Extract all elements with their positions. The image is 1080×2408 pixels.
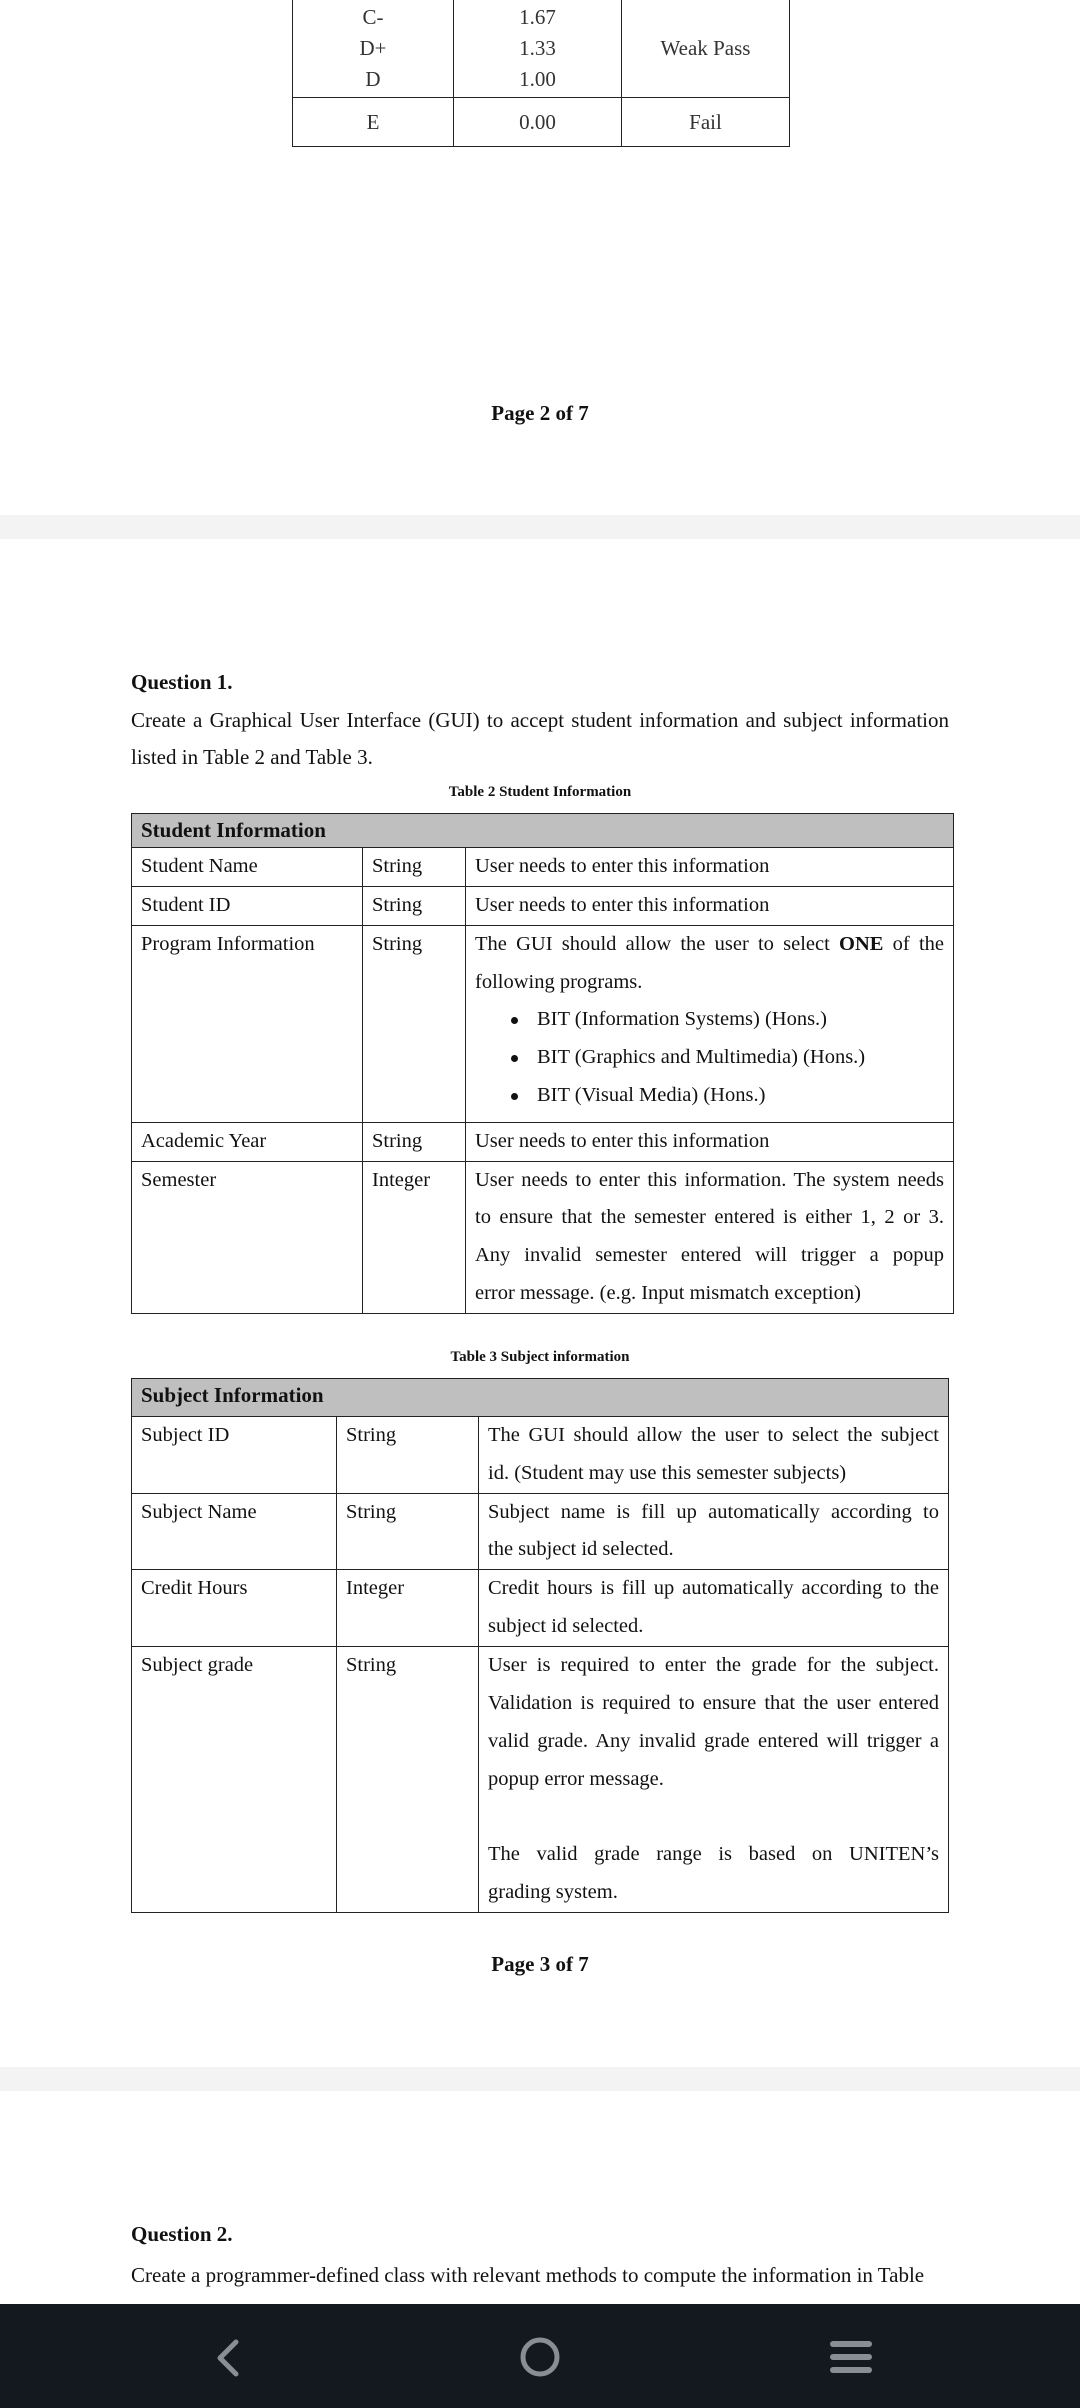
text-line: to ensure that the semester entered is either 1, 2 or 3. (475, 1206, 944, 1229)
text: The GUI should allow the user to select (475, 932, 840, 955)
text-line: subject id selected. (488, 1614, 644, 1637)
text-line: error message. (e.g. Input mismatch exception) (475, 1281, 861, 1304)
page-footer: Page 2 of 7 (491, 401, 589, 425)
text-line: User is required to enter the grade for the subject. (488, 1654, 939, 1677)
field-description: User needs to enter this information (466, 887, 954, 926)
table-row (132, 1417, 949, 1494)
text-line: Create a Graphical User Interface (GUI) to accept student information and subject information (131, 708, 949, 732)
text-line: Credit hours is fill up automatically according to the (488, 1577, 939, 1600)
field-type: String (363, 848, 466, 887)
field-description (479, 1493, 949, 1570)
grade-table (292, 0, 790, 147)
text-line: Any invalid semester entered will trigger a popup (475, 1244, 944, 1267)
points-cell (454, 0, 622, 98)
points: 1.67 (519, 4, 556, 29)
field-name: Credit Hours (132, 1570, 337, 1647)
field-description (466, 1161, 954, 1313)
text-line: Validation is required to ensure that the user entered (488, 1691, 939, 1714)
table-row (293, 98, 790, 147)
subject-information-table (131, 1378, 949, 1913)
field-name: Subject ID (132, 1417, 337, 1494)
field-name: Subject grade (132, 1647, 337, 1913)
field-name: Academic Year (132, 1122, 363, 1161)
text-line: popup error message. (488, 1767, 664, 1790)
question-2-text: Create a programmer-defined class with relevant methods to compute the information in Table (131, 2263, 925, 2287)
points-cell: 0.00 (454, 98, 622, 147)
text-line: id. (Student may use this semester subjects) (488, 1461, 847, 1484)
grade-cell: E (293, 98, 454, 147)
page-footer: Page 3 of 7 (491, 1952, 589, 1976)
field-type: Integer (363, 1161, 466, 1313)
field-type: String (363, 925, 466, 1122)
field-type: Integer (337, 1570, 479, 1647)
field-description (466, 925, 954, 1122)
field-type: String (363, 1122, 466, 1161)
field-type: String (337, 1417, 479, 1494)
table-row (132, 887, 954, 926)
text: of the (883, 932, 944, 955)
table-header: Student Information (132, 814, 954, 848)
table-header: Subject Information (132, 1379, 949, 1417)
field-name: Student ID (132, 887, 363, 926)
field-description: User needs to enter this information (466, 848, 954, 887)
field-name: Program Information (132, 925, 363, 1122)
text-line: valid grade. Any invalid grade entered will trigger a (488, 1729, 939, 1752)
field-name: Subject Name (132, 1493, 337, 1570)
table-row (132, 1161, 954, 1313)
field-description (479, 1417, 949, 1494)
text-line: listed in Table 2 and Table 3. (131, 745, 373, 769)
text-line: The GUI should allow the user to select the subject (488, 1424, 939, 1446)
table-row (132, 1570, 949, 1647)
grade: D+ (359, 35, 387, 60)
text-line: Subject name is fill up automatically according to (488, 1500, 939, 1523)
text-line: grading system. (488, 1880, 618, 1903)
table-row (293, 0, 790, 98)
table-row (132, 1493, 949, 1570)
table-3-caption: Table 3 Subject information (450, 1349, 630, 1365)
text-line (475, 926, 944, 964)
question-1-text (131, 702, 949, 776)
field-description (479, 1647, 949, 1913)
back-icon[interactable] (212, 2338, 244, 2378)
program-option: BIT (Visual Media) (Hons.) (475, 1077, 944, 1115)
grade-cell (293, 0, 454, 98)
bold-text: ONE (839, 932, 884, 955)
table-row (132, 925, 954, 1122)
program-option: BIT (Graphics and Multimedia) (Hons.) (475, 1039, 944, 1077)
table-row (132, 848, 954, 887)
page-separator (0, 515, 1080, 539)
text-line: User needs to enter this information. The system needs (475, 1168, 944, 1191)
table-row (132, 1122, 954, 1161)
field-type: String (337, 1493, 479, 1570)
field-name: Student Name (132, 848, 363, 887)
question-2-title: Question 2. (131, 2222, 233, 2246)
question-1-title: Question 1. (131, 670, 233, 694)
grade: C- (362, 4, 384, 29)
student-information-table (131, 813, 954, 1314)
remark-cell: Fail (622, 98, 790, 147)
table-2-caption: Table 2 Student Information (448, 784, 632, 800)
field-description (479, 1570, 949, 1647)
points: 1.00 (519, 66, 556, 91)
text-line: The valid grade range is based on UNITEN’s (488, 1843, 939, 1866)
grade: D (365, 66, 381, 91)
points: 1.33 (519, 35, 556, 60)
program-option: BIT (Information Systems) (Hons.) (475, 1001, 944, 1039)
text-line: the subject id selected. (488, 1538, 674, 1561)
table-row (132, 1647, 949, 1913)
recents-icon[interactable] (828, 2339, 874, 2375)
field-name: Semester (132, 1161, 363, 1313)
page-separator (0, 2067, 1080, 2091)
text-line: following programs. (475, 970, 643, 993)
field-type: String (337, 1647, 479, 1913)
home-icon[interactable] (518, 2335, 562, 2379)
remark-cell: Weak Pass (622, 0, 790, 98)
field-description: User needs to enter this information (466, 1122, 954, 1161)
field-type: String (363, 887, 466, 926)
navigation-bar (0, 2304, 1080, 2408)
